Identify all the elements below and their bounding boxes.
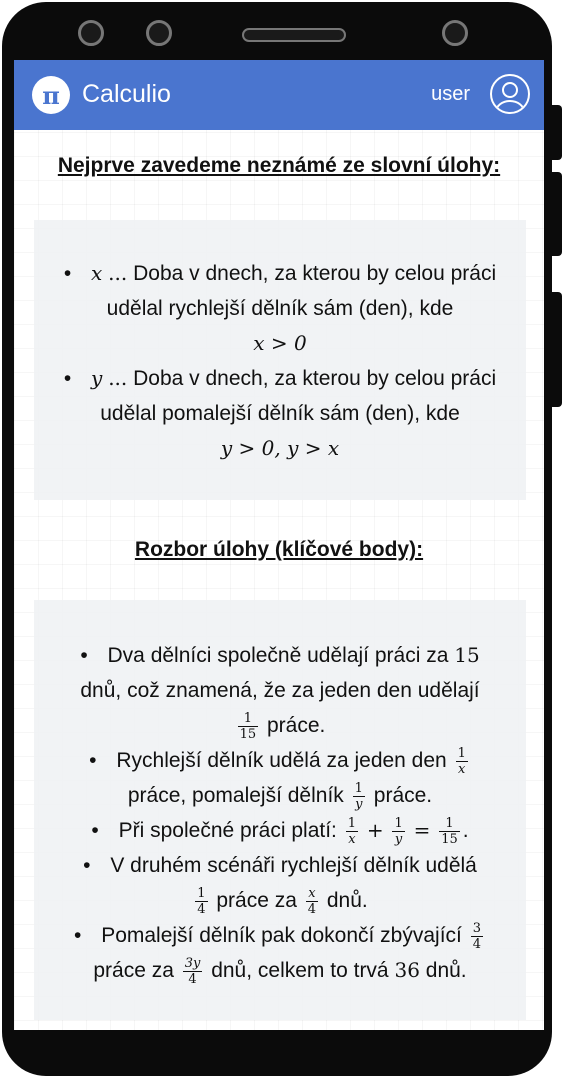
camera-icon	[146, 20, 172, 46]
list-item: • Rychlejší dělník udělá za jeden den $\frac{1}{x}$ práce, pomalejší dělník $\frac{1}{y}$ práce.	[34, 743, 526, 813]
analysis-card	[34, 600, 526, 1020]
section-heading-analysis: Rozbor úlohy (klíčové body):	[134, 538, 424, 561]
power-button[interactable]	[552, 292, 562, 407]
user-label[interactable]: user	[431, 83, 470, 105]
volume-down-button[interactable]	[552, 172, 562, 256]
navbar	[14, 60, 544, 130]
camera-icon	[78, 20, 104, 46]
list-item: • Při společné práci platí: $\frac{1}{x}$ + $\frac{1}{y}$ = $\frac{1}{15}$ .	[34, 813, 526, 848]
list-item: • V druhém scénáři rychlejší dělník udělá $\frac{1}{4}$ práce za $\frac{x}{4}$ dnů.	[34, 848, 526, 918]
screen	[14, 60, 544, 1030]
phone-frame	[2, 2, 552, 1076]
unknowns-card	[34, 220, 526, 500]
section-heading-unknowns: Nejprve zavedeme neznámé ze slovní úlohy:	[57, 154, 501, 177]
brand-name[interactable]: Calculio	[82, 80, 171, 108]
list-item: • Pomalejší dělník pak dokončí zbývající $\frac{3}{4}$ práce za $\frac{3y}{4}$ dnů, celkem to trvá 36 dnů.	[34, 918, 526, 988]
speaker-grille	[242, 28, 346, 42]
user-circle-icon[interactable]	[490, 74, 530, 114]
pi-logo-icon[interactable]	[32, 76, 70, 114]
list-item: • x ... Doba v dnech, za kterou by celou práci udělal rychlejší dělník sám (den), kde x > 0	[34, 256, 526, 361]
volume-up-button[interactable]	[552, 105, 562, 160]
list-item: • Dva dělníci společně udělají práci za 15 dnů, což znamená, že za jeden den udělají $\frac{1}{15}$ práce.	[34, 638, 526, 743]
logo-symbol: π	[42, 80, 60, 110]
sensor-icon	[442, 20, 468, 46]
list-item: • y ... Doba v dnech, za kterou by celou práci udělal pomalejší dělník sám (den), kde y > 0, y > x	[34, 361, 526, 466]
